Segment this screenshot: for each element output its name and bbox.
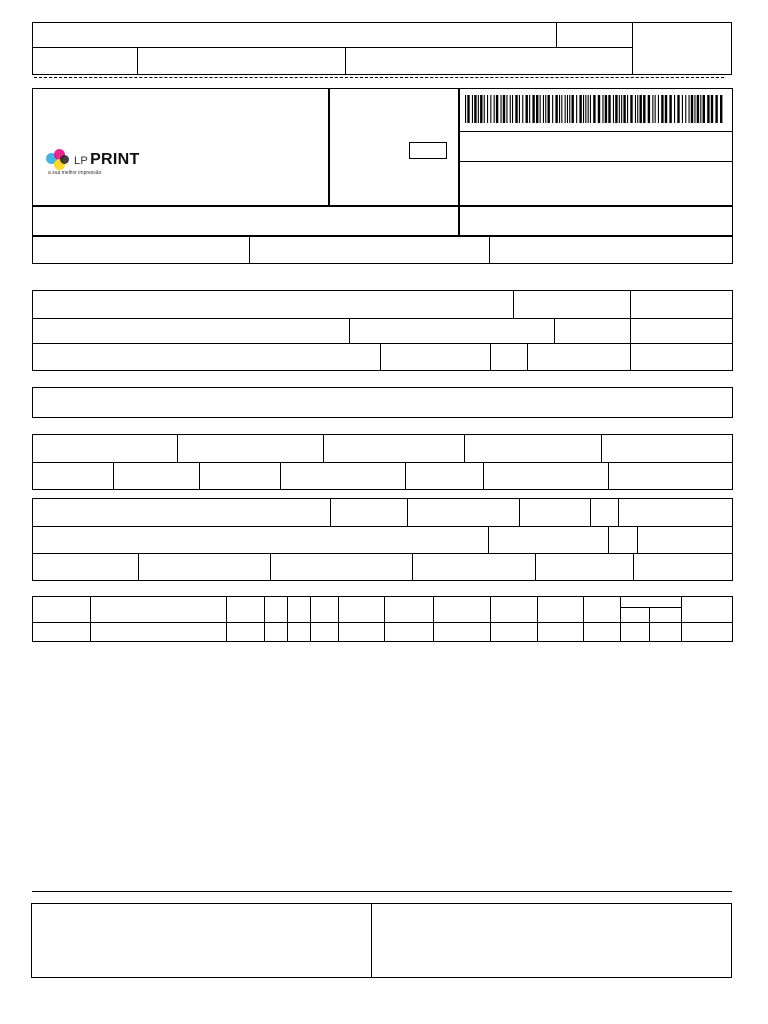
- b2-r3-c2: [380, 343, 491, 371]
- stub-cell-2: [556, 22, 633, 48]
- barcode-bar: [593, 95, 595, 123]
- barcode-bar: [715, 95, 717, 123]
- barcode-bar: [496, 95, 498, 123]
- b2-r2-c4: [630, 318, 733, 344]
- beneficiary-box: [32, 206, 459, 236]
- items-header-cell: [310, 596, 339, 623]
- items-cell: [32, 622, 91, 642]
- b5-r1-c5: [590, 498, 619, 527]
- barcode-bar: [478, 95, 479, 123]
- barcode-bar: [623, 95, 625, 123]
- barcode-bar: [572, 95, 574, 123]
- barcode-bar: [627, 95, 628, 123]
- barcode-bar: [579, 95, 581, 123]
- footer-rule: [32, 891, 732, 892]
- barcode-bar: [711, 95, 713, 123]
- items-header-cell: [433, 596, 491, 623]
- barcode-bar: [598, 95, 600, 123]
- bank-digit-box: [409, 142, 447, 159]
- barcode-icon: [465, 95, 724, 123]
- barcode-bar: [674, 95, 675, 123]
- barcode-bar: [590, 95, 591, 123]
- barcode-bar: [545, 95, 546, 123]
- items-cell: [338, 622, 385, 642]
- b5-r3-c2: [138, 553, 271, 581]
- barcode-bar: [484, 95, 485, 123]
- barcode-bar: [532, 95, 534, 123]
- barcode-bar: [585, 95, 586, 123]
- agency-box: [459, 206, 733, 236]
- b4-r1-c2: [177, 434, 324, 463]
- barcode-bar: [467, 95, 469, 123]
- barcode-bar: [665, 95, 667, 123]
- items-header-cell: [338, 596, 385, 623]
- barcode-bar: [465, 95, 466, 123]
- due-date-box: [459, 161, 733, 206]
- b4-r1-c1: [32, 434, 178, 463]
- barcode-bar: [694, 95, 695, 123]
- stub-cell-1: [32, 22, 557, 48]
- barcode-bar: [494, 95, 495, 123]
- items-cell: [490, 622, 538, 642]
- barcode-bar: [583, 95, 584, 123]
- items-cell: [226, 622, 265, 642]
- barcode-bar: [526, 95, 528, 123]
- b4-r1-c5: [601, 434, 733, 463]
- b2-r3-c4: [527, 343, 631, 371]
- b5-r3-c3: [270, 553, 413, 581]
- items-cell: [583, 622, 621, 642]
- b2-r1-c1: [32, 290, 514, 319]
- footer-box-left: [31, 903, 372, 978]
- items-cell: [433, 622, 491, 642]
- barcode-bar: [512, 95, 513, 123]
- b5-r1-c1: [32, 498, 331, 527]
- b5-r3-c6: [633, 553, 733, 581]
- items-cell: [310, 622, 339, 642]
- stub-cell-4: [137, 47, 346, 75]
- barcode-bar: [536, 95, 538, 123]
- b5-r1-c2: [330, 498, 408, 527]
- b2-r2-c3: [554, 318, 631, 344]
- barcode-bar: [630, 95, 632, 123]
- b5-r1-c4: [519, 498, 591, 527]
- barcode-bar: [655, 95, 656, 123]
- logo-tagline: a sua melhor impressão: [48, 170, 102, 176]
- barcode-bar: [576, 95, 577, 123]
- barcode-bar: [648, 95, 650, 123]
- b4-r1-c3: [323, 434, 465, 463]
- barcode-bar: [615, 95, 617, 123]
- b4-r2-c5: [405, 462, 484, 490]
- doc-row-cell-2: [249, 236, 490, 264]
- barcode-bar: [661, 95, 663, 123]
- barcode-bar: [510, 95, 511, 123]
- b5-r2-c3: [608, 526, 638, 554]
- doc-row-cell-3: [489, 236, 733, 264]
- items-header-cell: [583, 596, 621, 623]
- items-cell: [537, 622, 584, 642]
- b5-r2-c4: [637, 526, 733, 554]
- logo-dot-black: [60, 155, 69, 164]
- barcode-bar: [506, 95, 507, 123]
- barcode-bar: [707, 95, 709, 123]
- items-header-cell: [287, 596, 311, 623]
- barcode-bar: [703, 95, 705, 123]
- items-cell: [649, 622, 682, 642]
- b4-r2-c6: [483, 462, 609, 490]
- barcode-bar: [700, 95, 701, 123]
- b5-r2-c2: [488, 526, 609, 554]
- barcode-bar: [490, 95, 491, 123]
- barcode-bar: [588, 95, 589, 123]
- barcode-bar: [569, 95, 570, 123]
- b4-r2-c7: [608, 462, 733, 490]
- barcode-bar: [635, 95, 636, 123]
- barcode-bar: [543, 95, 544, 123]
- logo-box: [32, 88, 329, 206]
- barcode-bar: [474, 95, 476, 123]
- barcode-bar: [515, 95, 517, 123]
- barcode-bar: [619, 95, 620, 123]
- cut-line: [34, 77, 724, 78]
- b2-r1-c2: [513, 290, 631, 319]
- barcode-bar: [480, 95, 482, 123]
- stub-auth-cell: [632, 22, 732, 75]
- b5-r1-c3: [407, 498, 520, 527]
- b2-r2-c2: [349, 318, 555, 344]
- items-cell: [287, 622, 311, 642]
- barcode-bar: [677, 95, 679, 123]
- barcode-bar: [669, 95, 671, 123]
- barcode-bar: [501, 95, 502, 123]
- b4-r2-c3: [199, 462, 281, 490]
- b5-r1-c6: [618, 498, 733, 527]
- b2-r1-c3: [630, 290, 733, 319]
- barcode-bar: [682, 95, 683, 123]
- barcode-bar: [691, 95, 693, 123]
- b4-r1-c4: [464, 434, 602, 463]
- barcode-bar: [559, 95, 560, 123]
- barcode-bar: [555, 95, 557, 123]
- b4-r2-c4: [280, 462, 406, 490]
- barcode-bar: [519, 95, 520, 123]
- b2-r2-c1: [32, 318, 350, 344]
- items-header-cell: [90, 596, 227, 623]
- logo-wordmark: LP PRINT: [74, 151, 140, 168]
- instructions-box: [32, 387, 733, 418]
- digitable-line-box: [459, 131, 733, 162]
- items-header-cell: [384, 596, 434, 623]
- barcode-bar: [548, 95, 550, 123]
- barcode-bar: [685, 95, 686, 123]
- items-cell: [264, 622, 288, 642]
- barcode-bar: [602, 95, 603, 123]
- barcode-bar: [608, 95, 610, 123]
- b5-r3-c5: [535, 553, 634, 581]
- barcode-bar: [643, 95, 645, 123]
- stub-cell-3: [32, 47, 138, 75]
- stub-cell-5: [345, 47, 633, 75]
- items-header-cell: [226, 596, 265, 623]
- b4-r2-c2: [113, 462, 200, 490]
- doc-row-cell-1: [32, 236, 250, 264]
- items-cell: [681, 622, 733, 642]
- barcode-bar: [503, 95, 505, 123]
- barcode-bar: [605, 95, 607, 123]
- barcode-bar: [652, 95, 653, 123]
- barcode-bar: [640, 95, 642, 123]
- items-header-cell: [32, 596, 91, 623]
- barcode-bar: [567, 95, 568, 123]
- items-cell: [620, 622, 650, 642]
- barcode-bar: [689, 95, 690, 123]
- barcode-bar: [540, 95, 541, 123]
- barcode-bar: [658, 95, 659, 123]
- items-header-cell: [490, 596, 538, 623]
- b5-r3-c4: [412, 553, 536, 581]
- barcode-bar: [487, 95, 488, 123]
- footer-box-right: [371, 903, 732, 978]
- b2-r3-c3: [490, 343, 528, 371]
- b5-r2-c1: [32, 526, 489, 554]
- barcode-bar: [637, 95, 638, 123]
- barcode-bar: [561, 95, 562, 123]
- barcode-bar: [522, 95, 523, 123]
- items-cell: [90, 622, 227, 642]
- b2-r3-c5: [630, 343, 733, 371]
- items-header-cell: [264, 596, 288, 623]
- items-cell: [384, 622, 434, 642]
- items-header-cell: [537, 596, 584, 623]
- items-header-cell: [681, 596, 733, 623]
- barcode-bar: [697, 95, 699, 123]
- barcode-bar: [720, 95, 722, 123]
- company-logo: [46, 148, 140, 176]
- items-subheader-cell: [649, 607, 682, 623]
- barcode-bar: [529, 95, 530, 123]
- b4-r2-c1: [32, 462, 114, 490]
- items-subheader-cell: [620, 607, 650, 623]
- barcode-bar: [552, 95, 553, 123]
- barcode-bar: [613, 95, 614, 123]
- b2-r3-c1: [32, 343, 381, 371]
- barcode-bar: [472, 95, 473, 123]
- b5-r3-c1: [32, 553, 139, 581]
- barcode-bar: [621, 95, 622, 123]
- barcode-bar: [565, 95, 566, 123]
